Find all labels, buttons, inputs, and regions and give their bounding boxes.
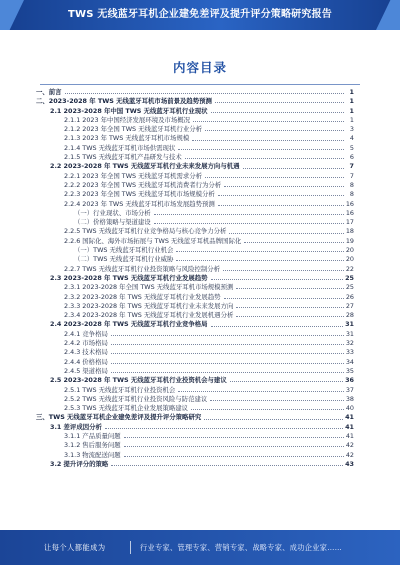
toc-dot-leader	[124, 456, 344, 457]
toc-entry-label: （二）价格策略与渠道建设	[74, 218, 151, 227]
toc-entry-label: 2.2.3 2023 年全国 TWS 无线蓝牙耳机市场规模分析	[64, 190, 215, 199]
toc-entry[interactable]	[36, 218, 354, 227]
toc-entry-label: （一）TWS 无线蓝牙耳机行业机会	[74, 246, 174, 255]
toc-entry-page: 28	[345, 311, 354, 320]
toc-dot-leader	[224, 298, 344, 299]
toc-entry-label: 2.5 2023-2028 年 TWS 无线蓝牙耳机行业投资机会与建议	[50, 376, 227, 385]
toc-dot-leader	[65, 93, 344, 94]
toc-entry-label: 2.3.2 2023-2028 年 TWS 无线蓝牙耳机行业发展趋势	[64, 292, 221, 301]
table-of-contents	[36, 88, 354, 469]
toc-entry-page: 36	[345, 376, 354, 385]
toc-dot-leader	[205, 177, 344, 178]
toc-entry-page: 5	[349, 143, 354, 152]
toc-entry-page: 8	[349, 180, 354, 189]
toc-entry-page: 6	[349, 153, 354, 162]
toc-dot-leader	[111, 353, 344, 354]
toc-entry-label: 2.2 2023-2028 年 TWS 无线蓝牙耳机行业未来发展方向与机遇	[50, 162, 240, 171]
toc-entry[interactable]	[36, 413, 354, 422]
toc-entry-page: 31	[345, 329, 354, 338]
toc-entry-page: 18	[345, 227, 354, 236]
toc-dot-leader	[215, 102, 344, 103]
toc-entry-page: 8	[349, 190, 354, 199]
toc-entry-label: 2.2.5 TWS 无线蓝牙耳机行业竞争格局与核心竞争力分析	[64, 227, 227, 236]
toc-entry-label: 2.1.2 2023 年全国 TWS 无线蓝牙耳机行业分析	[64, 125, 203, 134]
toc-entry-label: 2.1.1 2023 年中国经济发展环境及市场概况	[64, 115, 191, 124]
toc-entry-page: 1	[349, 115, 354, 124]
toc-dot-leader	[185, 158, 344, 159]
toc-dot-leader	[243, 168, 345, 169]
toc-dot-leader	[229, 233, 343, 234]
toc-entry-page: 20	[345, 246, 354, 255]
toc-entry[interactable]	[36, 423, 354, 432]
document-footer	[0, 530, 400, 565]
toc-entry-label: 2.2.4 2023 年 TWS 无线蓝牙耳机市场发展趋势预测	[64, 199, 215, 208]
toc-entry[interactable]	[36, 200, 354, 209]
toc-entry[interactable]	[36, 358, 354, 367]
toc-entry[interactable]	[36, 367, 354, 376]
toc-entry-page: 1	[349, 97, 354, 106]
toc-entry-label: 三、TWS 无线蓝牙耳机企业建免差评及提升评分策略研究	[36, 413, 202, 422]
toc-entry-label: 2.3 2023-2028 年 TWS 无线蓝牙耳机行业发展趋势	[50, 273, 208, 282]
toc-entry-label: 3.1.1 产品质量问题	[64, 431, 121, 440]
toc-entry-label: 3.1.3 物流配送问题	[64, 450, 121, 459]
toc-entry-page: 42	[345, 450, 354, 459]
toc-dot-leader	[178, 391, 344, 392]
toc-entry-label: 2.3.3 2023-2028 年 TWS 无线蓝牙耳机行业未来发展方向	[64, 301, 234, 310]
toc-entry-page: 7	[349, 162, 354, 171]
toc-entry-label: 2.4.2 市场格局	[64, 339, 108, 348]
toc-entry[interactable]	[36, 404, 354, 413]
toc-dot-leader	[176, 260, 343, 261]
toc-entry[interactable]	[36, 265, 354, 274]
toc-entry[interactable]	[36, 395, 354, 404]
toc-entry[interactable]	[36, 88, 354, 97]
toc-entry-page: 7	[349, 171, 354, 180]
toc-dot-leader	[111, 335, 344, 336]
toc-entry-label: 2.3.4 2023-2028 年 TWS 无线蓝牙耳机行业发展机遇分析	[64, 311, 234, 320]
toc-entry-page: 41	[345, 422, 354, 431]
toc-entry[interactable]	[36, 432, 354, 441]
toc-entry-label: 2.2.7 TWS 无线蓝牙耳机行业投资策略与风险控制分析	[64, 264, 221, 273]
document-header	[0, 0, 400, 30]
toc-entry-page: 16	[345, 208, 354, 217]
toc-dot-leader	[211, 112, 344, 113]
toc-entry-page: 20	[345, 255, 354, 264]
toc-dot-leader	[154, 214, 344, 215]
toc-entry-page: 34	[345, 357, 354, 366]
toc-entry[interactable]	[36, 227, 354, 236]
toc-entry-page: 42	[345, 441, 354, 450]
toc-dot-leader	[111, 363, 344, 364]
toc-dot-leader	[124, 446, 344, 447]
document-title: TWS 无线蓝牙耳机企业建免差评及提升评分策略研究报告	[68, 9, 332, 20]
toc-entry[interactable]	[36, 460, 354, 469]
toc-dot-leader	[193, 121, 344, 122]
footer-roles: 行业专家、管理专家、营销专家、战略专家、成功企业家……	[140, 543, 343, 552]
toc-entry-page: 1	[349, 88, 354, 96]
toc-entry-page: 17	[345, 218, 354, 227]
toc-dot-leader	[218, 205, 344, 206]
toc-entry[interactable]	[36, 376, 354, 385]
toc-dot-leader	[111, 344, 344, 345]
toc-entry-page: 38	[345, 394, 354, 403]
toc-entry-label: 2.4.4 价格格局	[64, 357, 108, 366]
toc-entry[interactable]	[36, 116, 354, 125]
toc-entry[interactable]	[36, 153, 354, 162]
toc-entry[interactable]	[36, 255, 354, 264]
toc-entry-label: 2.4 2023-2028 年 TWS 无线蓝牙耳机行业竞争格局	[50, 320, 208, 329]
toc-entry-label: 2.3.1 2023-2028 年全国 TWS 无线蓝牙耳机市场规模预测	[64, 283, 234, 292]
toc-dot-leader	[230, 381, 343, 382]
toc-entry-page: 27	[345, 301, 354, 310]
toc-entry[interactable]	[36, 311, 354, 320]
toc-entry-label: 3.1.2 售后服务问题	[64, 441, 121, 450]
toc-dot-leader	[191, 409, 344, 410]
toc-dot-leader	[236, 307, 344, 308]
toc-entry-page: 40	[345, 404, 354, 413]
toc-entry-page: 1	[349, 106, 354, 115]
toc-dot-leader	[211, 326, 344, 327]
toc-entry[interactable]	[36, 162, 354, 171]
toc-entry[interactable]	[36, 293, 354, 302]
toc-entry-page: 37	[345, 385, 354, 394]
toc-entry[interactable]	[36, 339, 354, 348]
toc-entry-page: 26	[345, 292, 354, 301]
toc-entry-label: 2.4.1 竞争格局	[64, 329, 108, 338]
toc-entry[interactable]	[36, 237, 354, 246]
toc-entry[interactable]	[36, 144, 354, 153]
toc-divider	[40, 84, 360, 85]
toc-entry-page: 25	[345, 283, 354, 292]
toc-entry[interactable]	[36, 209, 354, 218]
toc-entry-label: 2.1.3 2023 年 TWS 无线蓝牙耳机市场规模	[64, 134, 190, 143]
toc-entry-label: 一、前言	[36, 88, 62, 96]
toc-entry-label: 2.2.6 国际化、海外市场拓展与 TWS 无线蓝牙耳机品牌国际化	[64, 236, 242, 245]
toc-dot-leader	[204, 419, 343, 420]
toc-entry-label: 2.1.4 TWS 无线蓝牙耳机市场供需现状	[64, 143, 176, 152]
toc-dot-leader	[154, 223, 344, 224]
toc-dot-leader	[124, 437, 344, 438]
toc-dot-leader	[224, 186, 344, 187]
toc-entry-label: 2.1.5 TWS 无线蓝牙耳机产品研发与技术	[64, 153, 182, 162]
toc-entry[interactable]	[36, 190, 354, 199]
toc-dot-leader	[192, 140, 344, 141]
toc-entry-label: 2.4.5 渠道格局	[64, 366, 108, 375]
toc-dot-leader	[244, 242, 344, 243]
toc-dot-leader	[111, 372, 344, 373]
toc-dot-leader	[223, 270, 344, 271]
toc-entry[interactable]	[36, 451, 354, 460]
toc-entry-label: 2.4.3 技术格局	[64, 348, 108, 357]
toc-entry-page: 32	[345, 339, 354, 348]
toc-entry[interactable]	[36, 302, 354, 311]
toc-entry-label: （二）TWS 无线蓝牙耳机行业威胁	[74, 255, 174, 264]
toc-entry-label: （一）行业现状、市场分析	[74, 208, 151, 217]
toc-entry-label: 2.5.1 TWS 无线蓝牙耳机行业投资机会	[64, 385, 176, 394]
toc-entry-label: 2.5.3 TWS 无线蓝牙耳机企业发展策略建议	[64, 404, 189, 413]
toc-entry-page: 35	[345, 366, 354, 375]
toc-entry[interactable]	[36, 181, 354, 190]
toc-entry[interactable]	[36, 283, 354, 292]
toc-entry[interactable]	[36, 274, 354, 283]
toc-entry[interactable]	[36, 107, 354, 116]
toc-entry[interactable]	[36, 246, 354, 255]
toc-entry[interactable]	[36, 330, 354, 339]
toc-dot-leader	[205, 130, 344, 131]
toc-entry[interactable]	[36, 348, 354, 357]
toc-entry-label: 2.5.2 TWS 无线蓝牙耳机行业投资风险与防范建议	[64, 394, 208, 403]
toc-entry-label: 2.1 2023-2028 年中国 TWS 无线蓝牙耳机行业现状	[50, 106, 208, 115]
toc-dot-leader	[236, 288, 344, 289]
toc-entry-page: 19	[345, 236, 354, 245]
toc-entry-page: 3	[349, 125, 354, 134]
toc-entry-label: 3.1 差评成因分析	[50, 422, 102, 431]
toc-entry[interactable]	[36, 386, 354, 395]
toc-dot-leader	[211, 279, 344, 280]
toc-dot-leader	[111, 465, 343, 466]
toc-entry-label: 2.2.1 2023 年全国 TWS 无线蓝牙耳机需求分析	[64, 171, 203, 180]
toc-dot-leader	[210, 400, 344, 401]
toc-entry[interactable]	[36, 172, 354, 181]
toc-entry-page: 4	[349, 134, 354, 143]
toc-entry-page: 43	[345, 459, 354, 468]
toc-entry-page: 31	[345, 320, 354, 329]
toc-entry-label: 3.2 提升评分的策略	[50, 459, 109, 468]
toc-entry-page: 41	[345, 413, 354, 422]
toc-dot-leader	[178, 149, 344, 150]
toc-entry-page: 25	[345, 273, 354, 282]
toc-entry[interactable]	[36, 125, 354, 134]
toc-dot-leader	[176, 251, 343, 252]
toc-entry[interactable]	[36, 97, 354, 106]
toc-dot-leader	[105, 428, 343, 429]
toc-entry-label: 二、2023-2028 年 TWS 无线蓝牙耳机市场前景及趋势预测	[36, 97, 212, 106]
toc-entry[interactable]	[36, 320, 354, 329]
toc-entry[interactable]	[36, 441, 354, 450]
footer-slogan: 让每个人都能成为	[44, 543, 106, 552]
toc-entry[interactable]	[36, 134, 354, 143]
toc-dot-leader	[236, 316, 344, 317]
toc-entry-page: 33	[345, 348, 354, 357]
toc-entry-label: 2.2.2 2023 年全国 TWS 无线蓝牙耳机消费者行为分析	[64, 180, 222, 189]
footer-divider	[130, 541, 131, 554]
toc-dot-leader	[218, 195, 344, 196]
toc-entry-page: 22	[345, 264, 354, 273]
toc-entry-page: 41	[345, 431, 354, 440]
toc-entry-page: 16	[345, 199, 354, 208]
toc-heading: 内容目录	[172, 60, 227, 75]
